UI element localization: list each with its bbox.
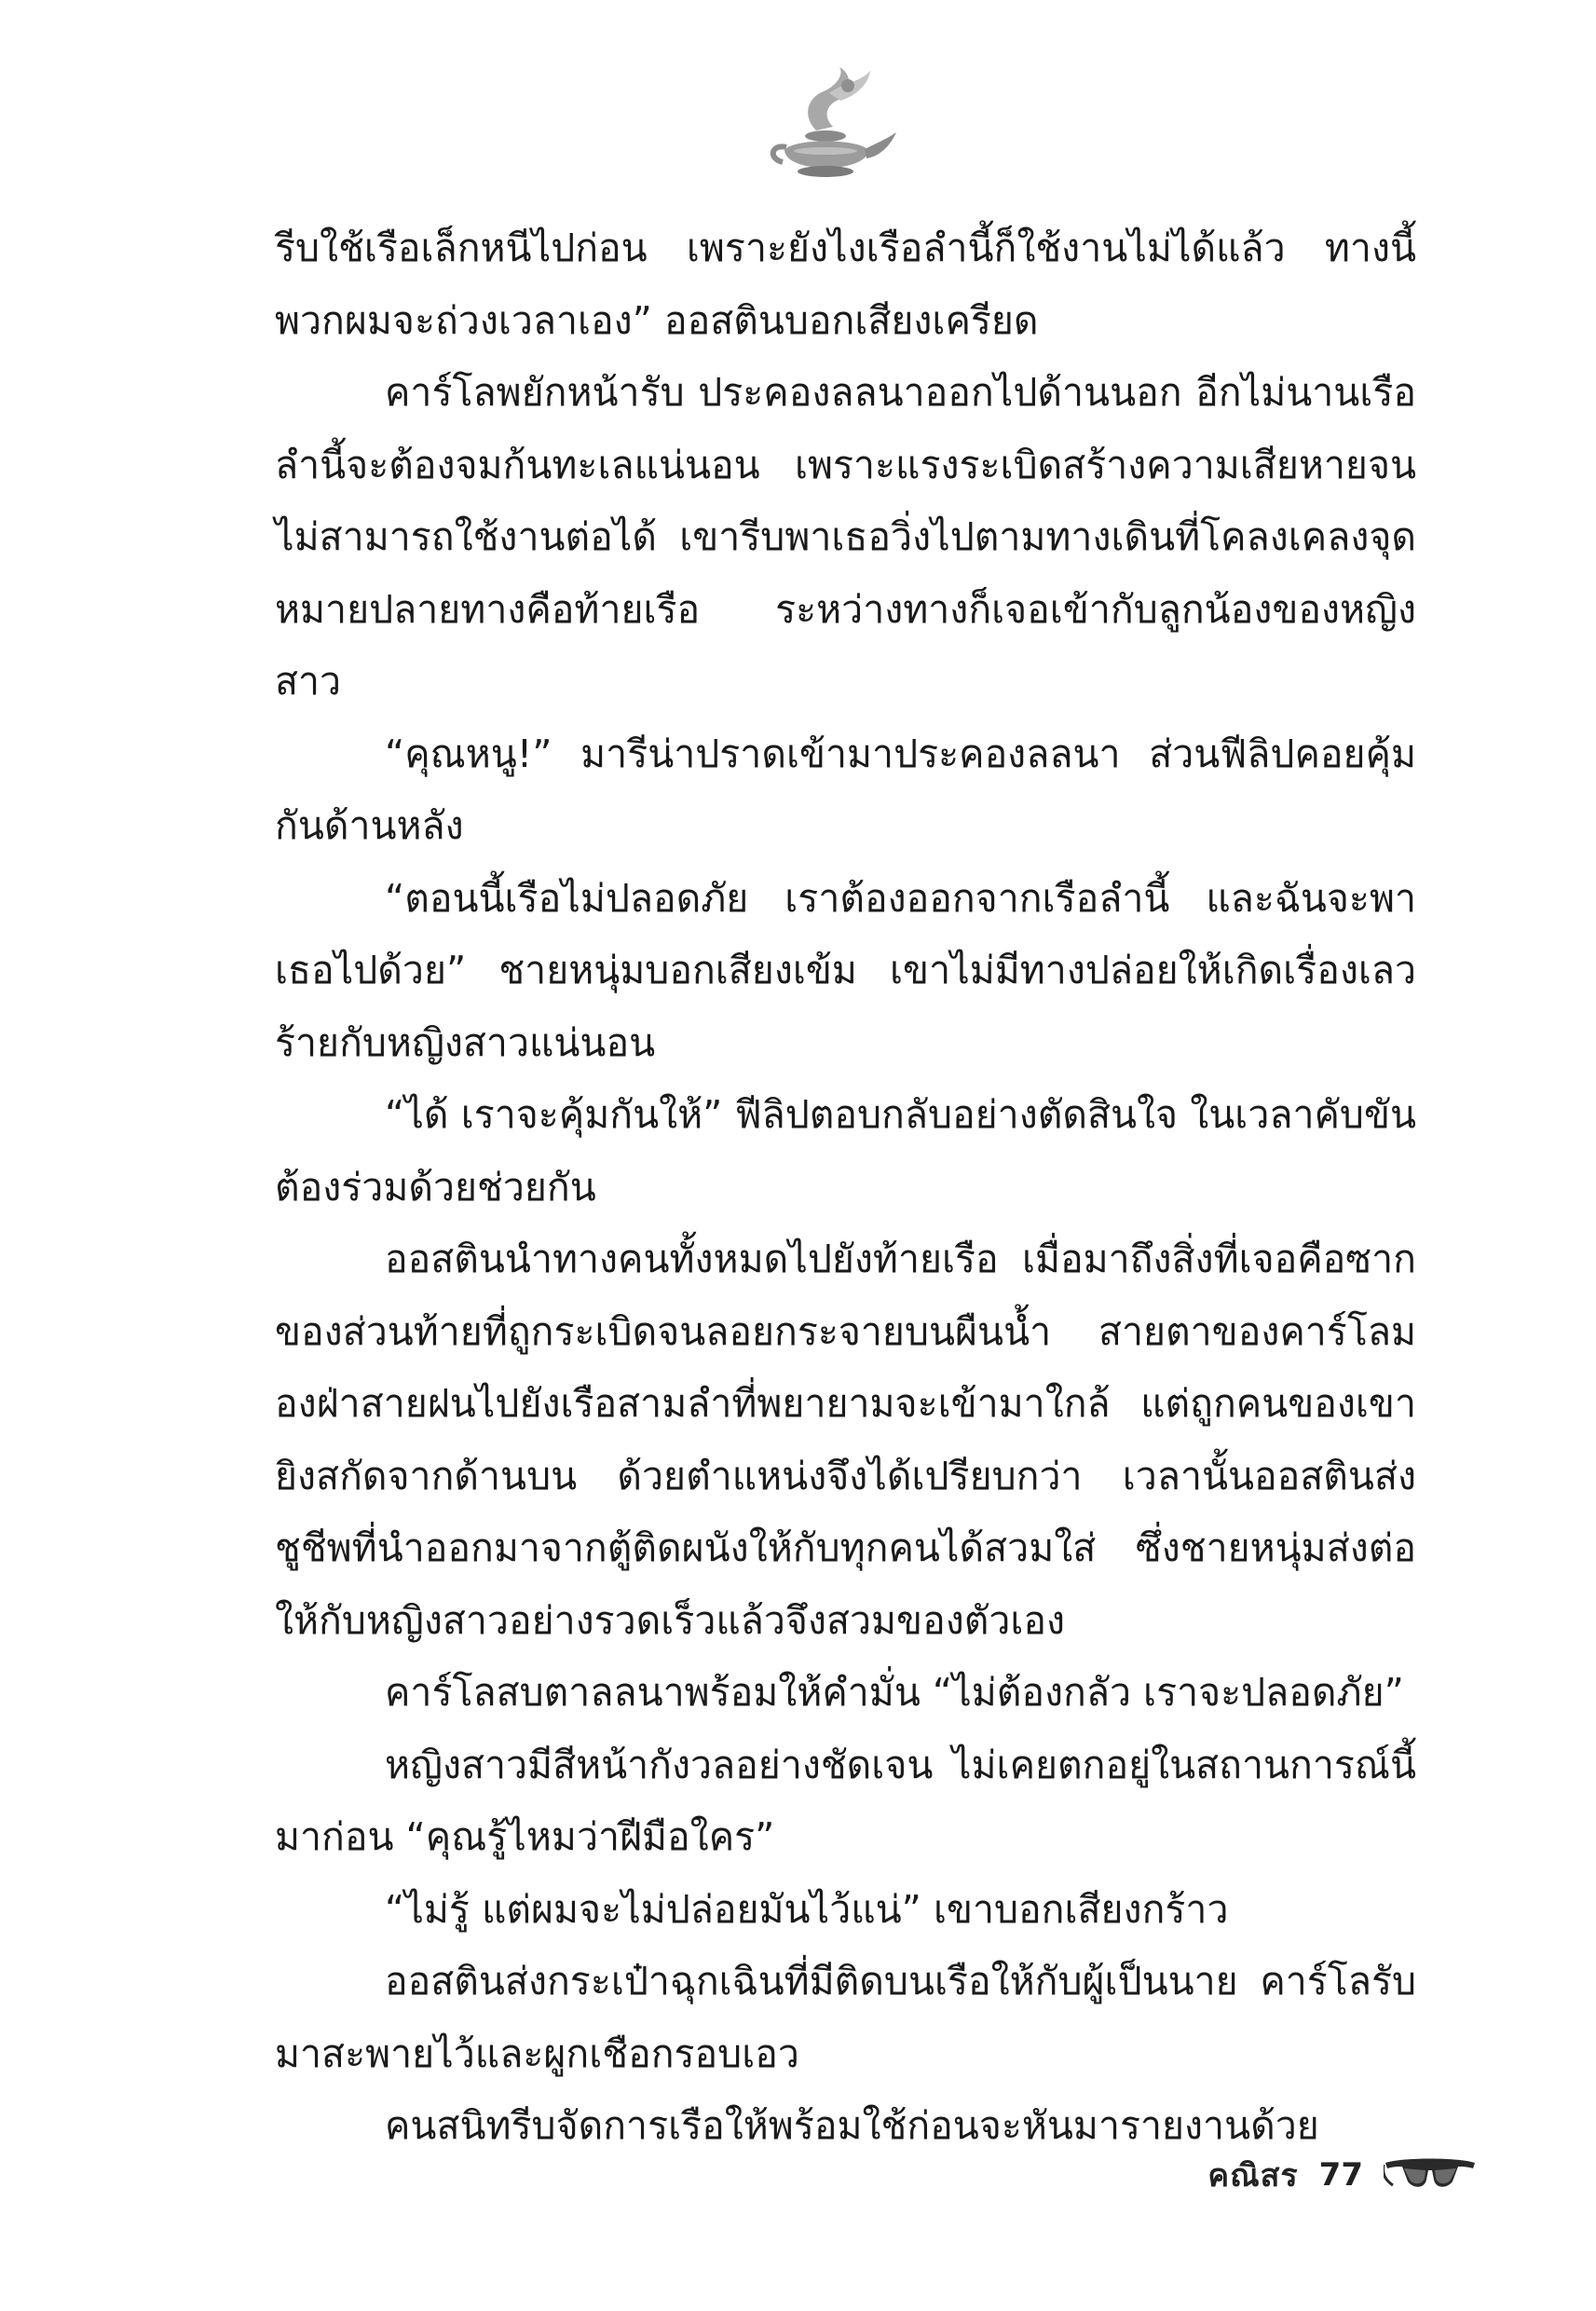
genie-lamp-icon (751, 65, 900, 186)
paragraph: คาร์โลพยักหน้ารับ ประคองลลนาออกไปด้านนอก อีกไม่นานเรือลำนี้จะต้องจมก้นทะเลแน่นอน เพราะแรงระเบิดสร้างความเสียหายจนไม่สามารถใช้งานต่อได้ เขารีบพาเธอวิ่งไปตามทางเดินที่โคลงเคลงจุดหมายปลายทางคือท้ายเรือ ระหว่างทางก็เจอเข้ากับลูกน้องของหญิงสาว (275, 370, 1416, 704)
paragraph: ออสตินนำทางคนทั้งหมดไปยังท้ายเรือ เมื่อมาถึงสิ่งที่เจอคือซากของส่วนท้ายที่ถูกระเบิดจนลอยกระจายบนผืนน้ำ สายตาของคาร์โลมองฝ่าสายฝนไปยังเรือสามลำที่พยายามจะเข้ามาใกล้ แต่ถูกคนของเขายิงสกัดจากด้านบน ด้วยตำแหน่งจึงได้เปรียบกว่า เวลานั้นออสตินส่งชูชีพที่นำออกมาจากตู้ติดผนังให้กับทุกคนได้สวมใส่ ซึ่งชายหนุ่มส่งต่อให้กับหญิงสาวอย่างรวดเร็วแล้วจึงสวมของตัวเอง (275, 1237, 1416, 1643)
sunglasses-icon (1384, 2154, 1477, 2196)
page-number: 77 (1318, 2156, 1363, 2194)
paragraph: คนสนิทรีบจัดการเรือให้พร้อมใช้ก่อนจะหันมารายงานด้วย (385, 2103, 1319, 2148)
paragraph: รีบใช้เรือเล็กหนีไปก่อน เพราะยังไงเรือลำนี้ก็ใช้งานไม่ได้แล้ว ทางนี้พวกผมจะถ่วงเวลาเอง” ออสตินบอกเสียงเครียด (275, 226, 1416, 343)
paragraph: “ตอนนี้เรือไม่ปลอดภัย เราต้องออกจากเรือลำนี้ และฉันจะพาเธอไปด้วย” ชายหนุ่มบอกเสียงเข้ม เขาไม่มีทางปล่อยให้เกิดเรื่องเลวร้ายกับหญิงสาวแน่นอน (275, 875, 1416, 1065)
page-footer (1207, 2147, 1477, 2203)
paragraph: “ได้ เราจะคุ้มกันให้” ฟีลิปตอบกลับอย่างตัดสินใจ ในเวลาคับขันต้องร่วมด้วยช่วยกัน (275, 1092, 1416, 1210)
paragraph: หญิงสาวมีสีหน้ากังวลอย่างชัดเจน ไม่เคยตกอยู่ในสถานการณ์นี้มาก่อน “คุณรู้ไหมว่าฝีมือใคร” (275, 1742, 1416, 1859)
chapter-body-text (275, 212, 1416, 2163)
book-title: คณิสร (1207, 2157, 1299, 2195)
paragraph: “ไม่รู้ แต่ผมจะไม่ปล่อยมันไว้แน่” เขาบอกเสียงกร้าว (385, 1886, 1229, 1932)
paragraph: คาร์โลสบตาลลนาพร้อมให้คำมั่น “ไม่ต้องกลัว เราจะปลอดภัย” (385, 1670, 1404, 1715)
paragraph: ออสตินส่งกระเป๋าฉุกเฉินที่มีติดบนเรือให้กับผู้เป็นนาย คาร์โลรับมาสะพายไว้และผูกเชือกรอบเอว (275, 1959, 1416, 2076)
paragraph: “คุณหนู!” มารีน่าปราดเข้ามาประคองลลนา ส่วนฟีลิปคอยคุ้มกันด้านหลัง (275, 731, 1416, 848)
